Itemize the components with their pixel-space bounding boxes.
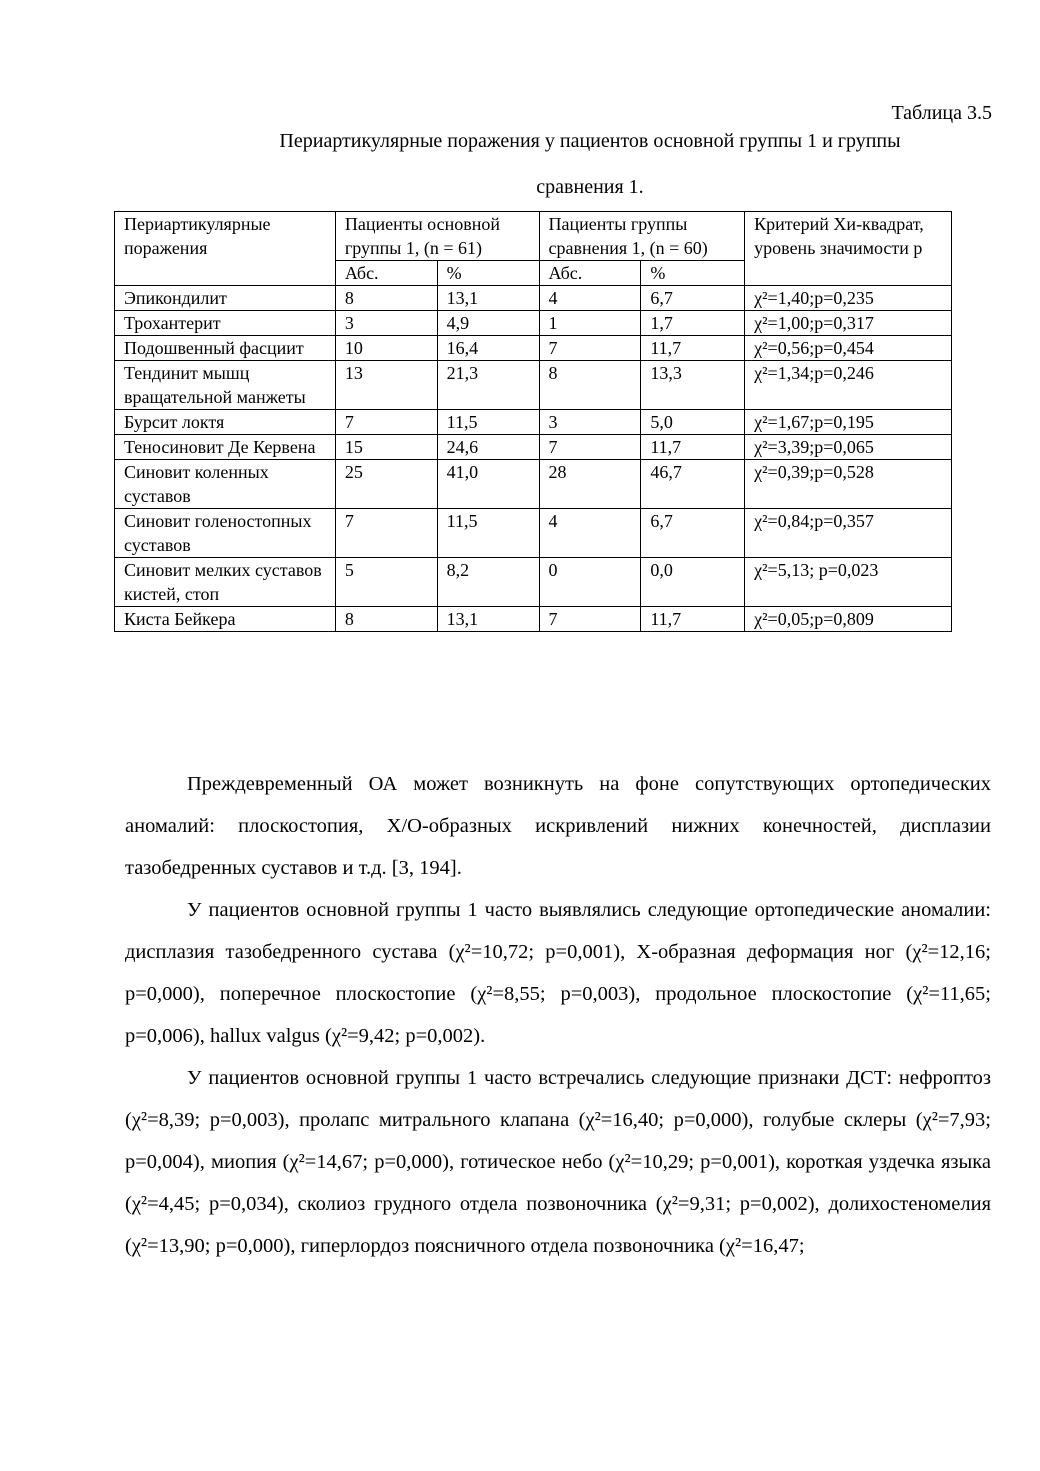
table-row — [115, 460, 952, 509]
cell-abs-main: 25 — [335, 460, 437, 509]
cell-chi-square: χ²=1,00;p=0,317 — [745, 311, 952, 336]
cell-pct-main: 41,0 — [437, 460, 539, 509]
cell-pct-main: 16,4 — [437, 336, 539, 361]
cell-pct-main: 13,1 — [437, 286, 539, 311]
cell-pct-main: 13,1 — [437, 607, 539, 632]
cell-pct-comparison: 13,3 — [641, 361, 745, 410]
table-number: Таблица 3.5 — [891, 102, 992, 124]
periarticular-lesions-table — [114, 211, 952, 632]
cell-chi-square: χ²=5,13; p=0,023 — [745, 558, 952, 607]
cell-abs-comparison: 7 — [539, 336, 641, 361]
cell-lesion: Тендинит мышц вращательной манжеты — [115, 361, 336, 410]
cell-lesion: Эпикондилит — [115, 286, 336, 311]
cell-abs-main: 13 — [335, 361, 437, 410]
cell-abs-main: 5 — [335, 558, 437, 607]
subheader-pct-comparison: % — [641, 261, 745, 286]
cell-pct-comparison: 11,7 — [641, 607, 745, 632]
table-row — [115, 410, 952, 435]
cell-abs-comparison: 1 — [539, 311, 641, 336]
cell-abs-comparison: 0 — [539, 558, 641, 607]
table-row — [115, 286, 952, 311]
cell-lesion: Синовит голеностопных суставов — [115, 509, 336, 558]
cell-pct-main: 21,3 — [437, 361, 539, 410]
cell-abs-comparison: 4 — [539, 509, 641, 558]
cell-abs-main: 3 — [335, 311, 437, 336]
cell-pct-comparison: 11,7 — [641, 336, 745, 361]
cell-abs-comparison: 7 — [539, 607, 641, 632]
cell-pct-comparison: 1,7 — [641, 311, 745, 336]
cell-pct-main: 24,6 — [437, 435, 539, 460]
paragraph-3: У пациентов основной группы 1 часто встречались следующие признаки ДСТ: нефроптоз (χ²=8,39; p=0,003), пролапс митрального клапана (χ²=16,40; p=0,000), голубые склеры (χ²=7,93; p=0,004), миопия (χ²=14,67; p=0,000), готическое небо (χ²=10,29; p=0,001), короткая уздечка языка (χ²=4,45; p=0,034), сколиоз грудного отдела позвоночника (χ²=9,31; p=0,002), долихостеномелия (χ²=13,90; p=0,000), гиперлордоз поясничного отдела позвоночника (χ²=16,47; — [125, 1067, 991, 1257]
cell-abs-comparison: 8 — [539, 361, 641, 410]
header-lesions: Периартикулярные поражения — [115, 212, 336, 286]
cell-abs-main: 8 — [335, 286, 437, 311]
cell-chi-square: χ²=0,56;p=0,454 — [745, 336, 952, 361]
body-text — [125, 763, 991, 1267]
cell-pct-comparison: 0,0 — [641, 558, 745, 607]
subheader-pct-main: % — [437, 261, 539, 286]
cell-pct-main: 11,5 — [437, 410, 539, 435]
cell-chi-square: χ²=0,39;p=0,528 — [745, 460, 952, 509]
cell-lesion: Киста Бейкера — [115, 607, 336, 632]
cell-chi-square: χ²=0,05;p=0,809 — [745, 607, 952, 632]
cell-lesion: Синовит коленных суставов — [115, 460, 336, 509]
header-chi-square: Критерий Хи-квадрат, уровень значимости p — [745, 212, 952, 286]
table-row — [115, 558, 952, 607]
table-row — [115, 336, 952, 361]
caption-line-2: сравнения 1. — [536, 176, 644, 198]
subheader-abs-main: Абс. — [335, 261, 437, 286]
cell-pct-comparison: 6,7 — [641, 509, 745, 558]
cell-abs-comparison: 7 — [539, 435, 641, 460]
cell-lesion: Теносиновит Де Кервена — [115, 435, 336, 460]
cell-abs-comparison: 28 — [539, 460, 641, 509]
cell-abs-main: 15 — [335, 435, 437, 460]
cell-chi-square: χ²=1,67;p=0,195 — [745, 410, 952, 435]
caption-line-1: Периартикулярные поражения у пациентов основной группы 1 и группы — [279, 130, 901, 152]
header-row — [115, 212, 952, 261]
cell-chi-square: χ²=1,40;p=0,235 — [745, 286, 952, 311]
cell-pct-main: 8,2 — [437, 558, 539, 607]
cell-chi-square: χ²=1,34;p=0,246 — [745, 361, 952, 410]
cell-pct-comparison: 46,7 — [641, 460, 745, 509]
cell-abs-main: 10 — [335, 336, 437, 361]
cell-abs-main: 7 — [335, 410, 437, 435]
table-caption — [150, 128, 1030, 200]
cell-pct-main: 11,5 — [437, 509, 539, 558]
cell-pct-main: 4,9 — [437, 311, 539, 336]
cell-pct-comparison: 6,7 — [641, 286, 745, 311]
cell-chi-square: χ²=3,39;p=0,065 — [745, 435, 952, 460]
table-row — [115, 607, 952, 632]
cell-abs-comparison: 4 — [539, 286, 641, 311]
table-row — [115, 361, 952, 410]
cell-lesion: Подошвенный фасциит — [115, 336, 336, 361]
table-row — [115, 509, 952, 558]
paragraph-2: У пациентов основной группы 1 часто выявлялись следующие ортопедические аномалии: дисплазия тазобедренного сустава (χ²=10,72; p=0,001), Х-образная деформация ног (χ²=12,16; p=0,000), поперечное плоскостопие (χ²=8,55; p=0,003), продольное плоскостопие (χ²=11,65; p=0,006), hallux valgus (χ²=9,42; p=0,002). — [125, 899, 991, 1047]
header-comparison-group: Пациенты группы сравнения 1, (n = 60) — [539, 212, 745, 261]
cell-pct-comparison: 11,7 — [641, 435, 745, 460]
cell-chi-square: χ²=0,84;p=0,357 — [745, 509, 952, 558]
subheader-abs-comparison: Абс. — [539, 261, 641, 286]
header-main-group: Пациенты основной группы 1, (n = 61) — [335, 212, 539, 261]
cell-lesion: Бурсит локтя — [115, 410, 336, 435]
table-row — [115, 311, 952, 336]
cell-abs-main: 8 — [335, 607, 437, 632]
cell-abs-main: 7 — [335, 509, 437, 558]
cell-abs-comparison: 3 — [539, 410, 641, 435]
cell-pct-comparison: 5,0 — [641, 410, 745, 435]
cell-lesion: Синовит мелких суставов кистей, стоп — [115, 558, 336, 607]
paragraph-1: Преждевременный ОА может возникнуть на фоне сопутствующих ортопедических аномалий: плоскостопия, Х/О-образных искривлений нижних конечностей, дисплазии тазобедренных суставов и т.д. [3, 194]. — [125, 773, 991, 879]
table-row — [115, 435, 952, 460]
cell-lesion: Трохантерит — [115, 311, 336, 336]
